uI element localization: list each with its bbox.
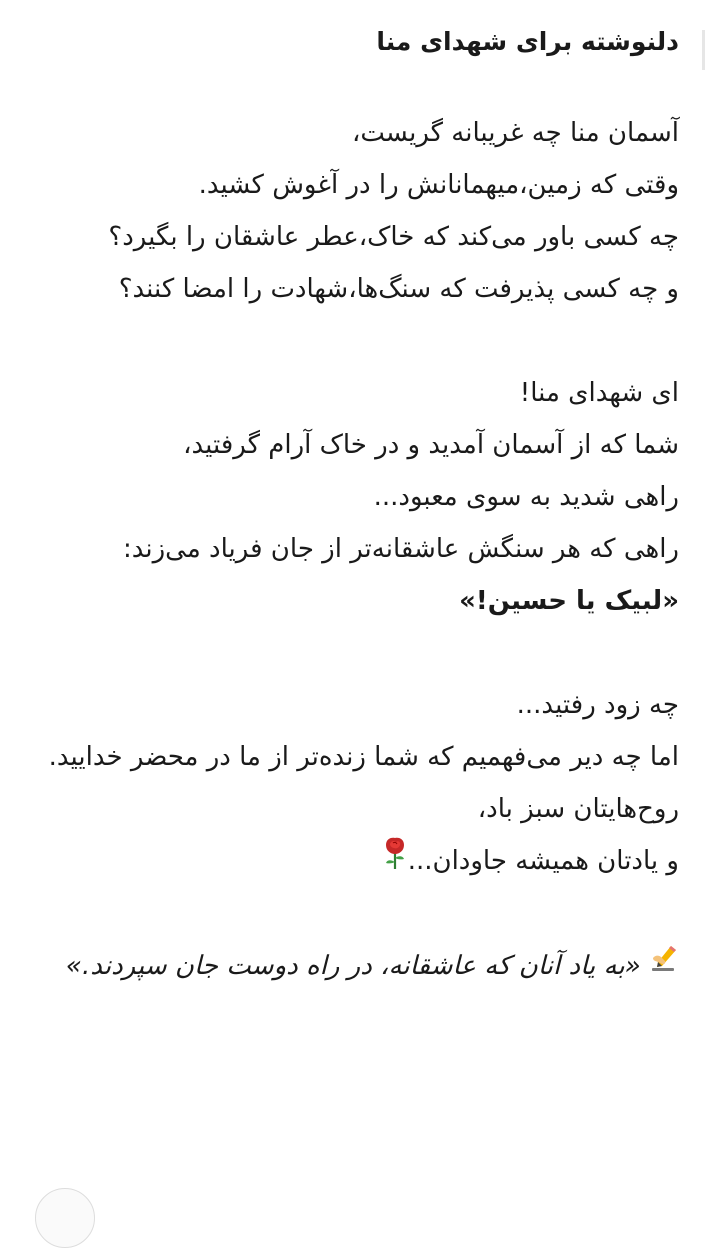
quote-text: «به یاد آنان که عاشقانه، در راه دوست جان سپردند.» bbox=[65, 950, 641, 981]
stanza-2-line-2: شما که از آسمان آمدید و در خاک آرام گرفتید، bbox=[183, 430, 679, 460]
stanza-1-line-4: و چه کسی پذیرفت که سنگ‌ها،شهادت را امضا کنند؟ bbox=[118, 274, 679, 304]
writing-hand-icon bbox=[649, 940, 679, 992]
stanza-2 bbox=[36, 367, 679, 627]
scroll-down-button[interactable] bbox=[35, 1188, 95, 1248]
stanza-1-line-3: چه کسی باور می‌کند که خاک،عطر عاشقان را بگیرد؟ bbox=[108, 222, 679, 252]
stanza-3 bbox=[36, 679, 679, 888]
stanza-3-line-4 bbox=[36, 835, 679, 888]
quote-paragraph bbox=[36, 940, 679, 993]
stanza-3-line-4-text: و یادتان همیشه جاودان... bbox=[407, 846, 679, 876]
stanza-3-line-2: اما چه دیر می‌فهمیم که شما زنده‌تر از ما در محضر خدایید. bbox=[48, 742, 679, 772]
stanza-3-line-3: روح‌هایتان سبز باد، bbox=[477, 794, 679, 824]
stanza-2-line-1: ای شهدای منا! bbox=[519, 378, 679, 408]
stanza-1-line-1: آسمان منا چه غریبانه گریست، bbox=[351, 118, 679, 148]
message-body bbox=[36, 22, 679, 1044]
stanza-3-line-1: چه زود رفتید... bbox=[516, 690, 679, 720]
stanza-1-line-2: وقتی که زمین،میهمانانش را در آغوش کشید. bbox=[198, 170, 679, 200]
post-title: دلنوشته برای شهدای منا bbox=[376, 27, 679, 56]
stanza-2-line-4: راهی که هر سنگش عاشقانه‌تر از جان فریاد می‌زند: bbox=[122, 534, 679, 564]
stanza-2-line-3: راهی شدید به سوی معبود... bbox=[373, 482, 679, 512]
labbayk-line: «لبیک یا حسین!» bbox=[459, 586, 679, 616]
rose-icon bbox=[382, 836, 408, 888]
stanza-1 bbox=[36, 107, 679, 315]
